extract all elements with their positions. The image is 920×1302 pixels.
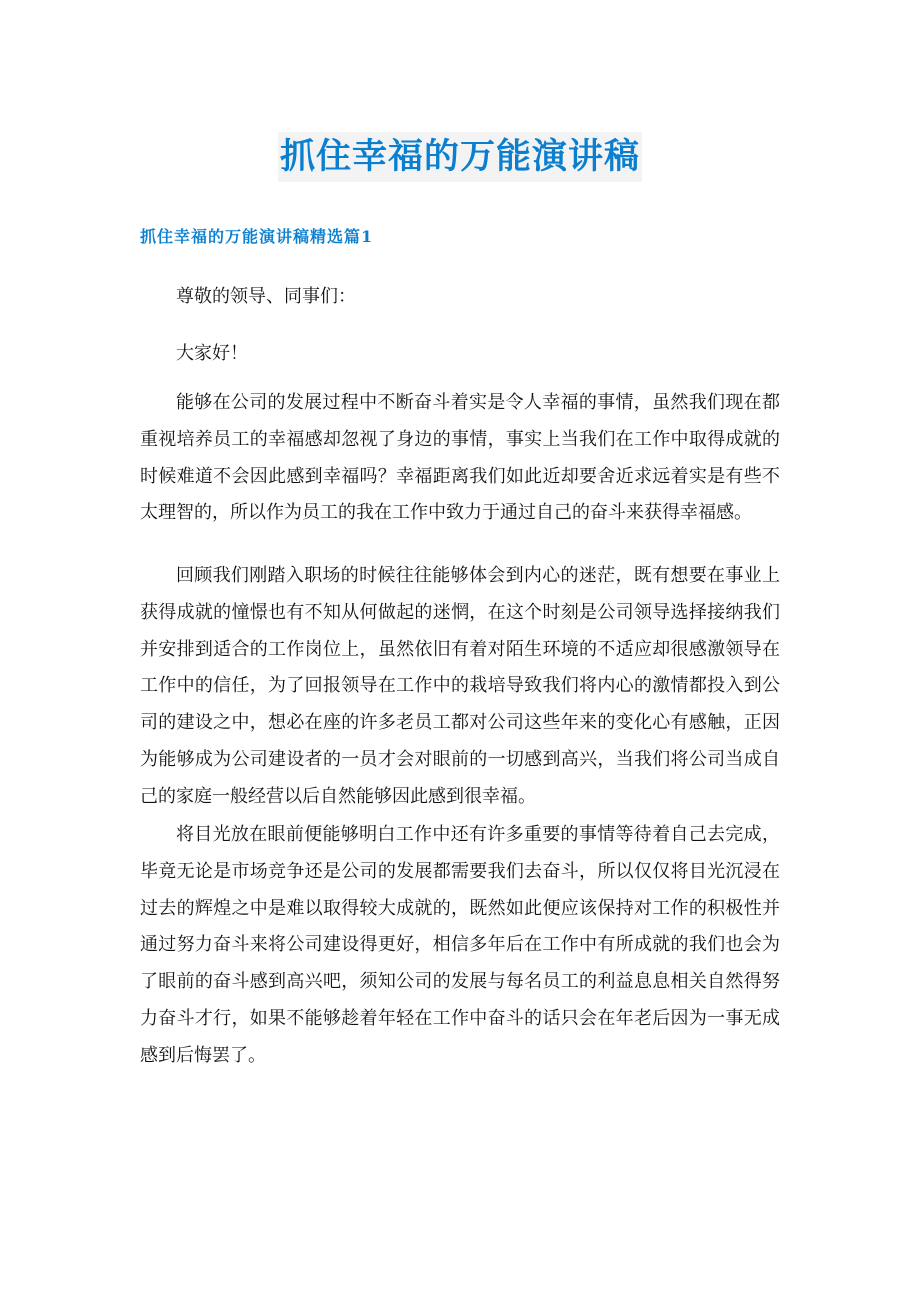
- body-paragraph-2: 回顾我们刚踏入职场的时候往往能够体会到内心的迷茫，既有想要在事业上获得成就的憧憬也有不知从何做起的迷惘，在这个时刻是公司领导选择接纳我们并安排到适合的工作岗位上，虽然依旧有着对陌生环境的不适应却很感激领导在工作中的信任，为了回报领导在工作中的栽培导致我们将内心的激情都投入到公司的建设之中，想必在座的许多老员工都对公司这些年来的变化心有感触，正因为能够成为公司建设者的一员才会对眼前的一切感到高兴，当我们将公司当成自己的家庭一般经营以后自然能够因此感到很幸福。: [140, 565, 780, 807]
- hello-line: 大家好！: [176, 343, 248, 364]
- greeting-line: 尊敬的领导、同事们：: [176, 286, 356, 307]
- body-paragraph-3: 将目光放在眼前便能够明白工作中还有许多重要的事情等待着自己去完成，毕竟无论是市场竞争还是公司的发展都需要我们去奋斗，所以仅仅将目光沉浸在过去的辉煌之中是难以取得较大成就的，既然如此便应该保持对工作的积极性并通过努力奋斗来将公司建设得更好，相信多年后在工作中有所成就的我们也会为了眼前的奋斗感到高兴吧，须知公司的发展与每名员工的利益息息相关自然得努力奋斗才行，如果不能够趁着年轻在工作中奋斗的话只会在年老后因为一事无成感到后悔罢了。: [140, 824, 780, 1066]
- document-title: [0, 132, 920, 182]
- body-paragraph-1: 能够在公司的发展过程中不断奋斗着实是令人幸福的事情，虽然我们现在都重视培养员工的幸福感却忽视了身边的事情，事实上当我们在工作中取得成就的时候难道不会因此感到幸福吗？幸福距离我们如此近却要舍近求远着实是有些不太理智的，所以作为员工的我在工作中致力于通过自己的奋斗来获得幸福感。: [140, 392, 780, 524]
- document-title-text: 抓住幸福的万能演讲稿: [278, 132, 642, 182]
- section-heading: 抓住幸福的万能演讲稿精选篇1: [140, 227, 374, 246]
